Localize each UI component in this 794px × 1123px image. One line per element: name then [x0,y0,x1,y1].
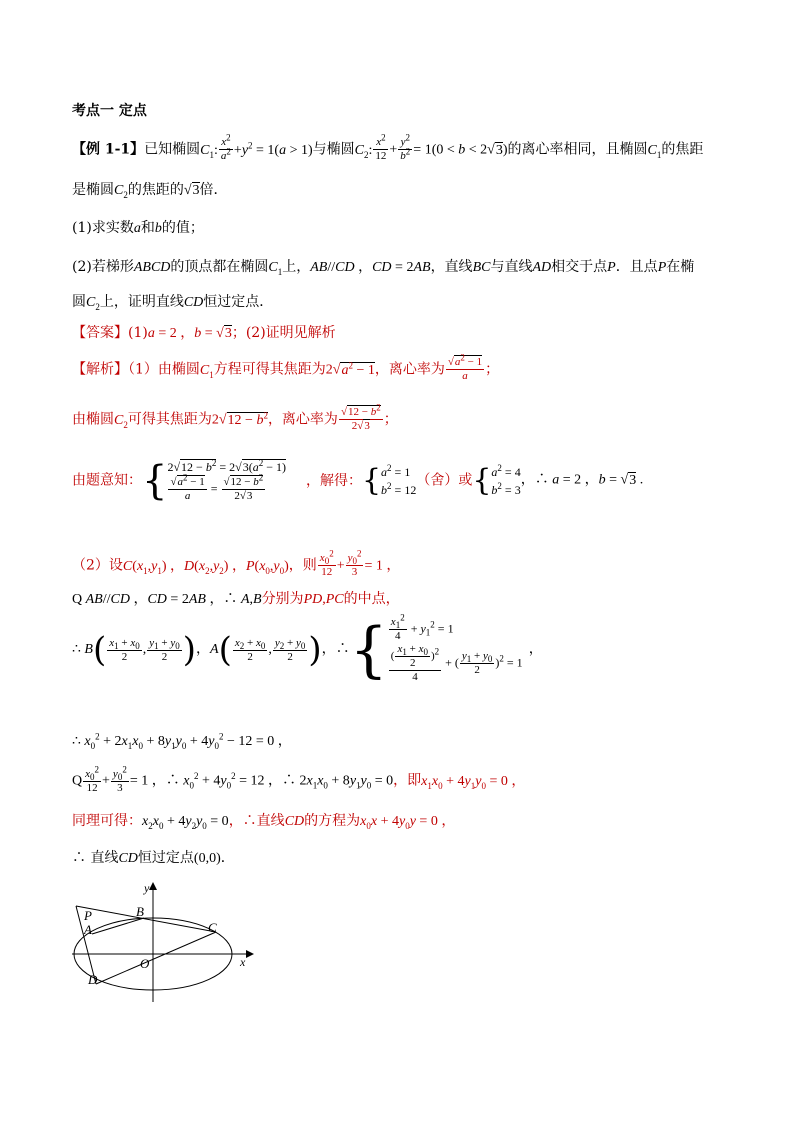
analysis-line-3: 由题意知：{ $2√12 - b^2 = 2√3(a^2 - 1)$ $\frac{√a^2 - 1}{a}$ = $\frac{√12 - b^2}{2√3}$ ，解得：{ $a^2 = 1$ $b^2 = 12$ （舍）或{ $a^2 = 4$ $b^2 = 3$ ，∴ a = 2 ，b = √3 . [72,457,644,504]
analysis-line-10: ∴ 直线CD恒过定点(0,0)． [72,850,235,866]
problem-part-1: (1)求实数a和b的值； [72,220,204,236]
example-label: 【例 1-1】 [72,141,145,158]
label-p: P [84,908,92,923]
label-b: B [136,904,144,919]
y-axis-arrow [149,882,157,890]
label-y: y [144,881,150,895]
problem-line-1: 【例 1-1】已知椭圆$C_1$: $\frac{x^2}{a^2}$ $+y^2 = 1(a > 1)$与椭圆$C_2$: $\frac{x^2}{12}$ + $\frac{y^2}{b^2}$ = 1(0 < b < 2√3)的离心率相同，且椭圆$C_1$的焦距 [72,132,704,162]
answer-line: 【答案】(1)a = 2 ，b = √3；(2)证明见解析 [72,325,336,341]
line-cd [96,932,216,984]
label-x: x [240,955,246,969]
problem-line-2: 是椭圆$C_2$的焦距的√3倍． [72,182,228,200]
section-title: 考点一 定点 [72,103,147,119]
label-d: D [88,972,98,987]
ellipse-diagram [66,876,256,1006]
answer-label: 【答案】 [72,325,128,341]
label-o: O [140,956,150,971]
analysis-label: 【解析】 [72,361,128,378]
label-a: A [84,922,92,937]
x-axis-arrow [246,950,254,958]
problem-part-2: (2)若梯形ABCD的顶点都在椭圆$C_1$上，AB//CD ，CD = 2AB，直线BC与直线AD相交于点P．且点P在椭 [72,259,695,277]
analysis-line-1: 【解析】（1）由椭圆$C_1$方程可得其焦距为$2√a^2 - 1$，离心率为 $\frac{√a^2 - 1}{a}$ ； [72,352,500,382]
line-ab [92,918,144,934]
analysis-line-4: （2）设$C(x_1,y_1)$ ，$D(x_2,y_2)$ ，$P(x_0,y_0)$，则 $\frac{x_0^2}{12}$ + $\frac{y_0^2}{3}$ = 1 ， [72,548,401,578]
label-c: C [208,920,217,935]
problem-part-2-line-2: 圆$C_2$上，证明直线CD恒过定点． [72,294,274,312]
analysis-line-2: 由椭圆$C_2$可得其焦距为$2√12 - b^2$，离心率为 $\frac{√12 - b^2}{2√3}$ ； [72,402,398,432]
analysis-line-5: Q AB//CD ，CD = 2AB ，∴ A,B分别为PD,PC的中点， [72,591,400,607]
analysis-line-6: ∴ B( $\frac{x_1 + x_0}{2}$ , $\frac{y_1 + y_0}{2}$ )，A( $\frac{x_2 + x_0}{2}$ , $\frac{y_2 + y_0}{2}$ )，∴{ $\frac{x_1^2}{4}$ + $y_1^2 = 1$ ( $\frac{x_1 + x_0}{2}$ )$^2$ 4 + ( $\frac{y_1 + y_0}{2}$ )$^2$ = 1 ， [72,612,543,685]
analysis-line-7: ∴ $x_0^2 + 2x_1x_0 + 8y_1y_0 + 4y_0^2 - 12 = 0$ ， [72,731,292,751]
analysis-line-9: 同理可得：$x_2x_0 + 4y_2y_0 = 0$，∴直线CD的方程为$x_0x + 4y_0y = 0$ ， [72,813,456,831]
analysis-line-8: Q $\frac{x_0^2}{12}$ + $\frac{y_0^2}{3}$ = 1 ，∴ $x_0^2 + 4y_0^2 = 12$ ，∴ $2x_1x_0 + 8y_1y_0 = 0$，即$x_1x_0 + 4y_1y_0 = 0$ ， [72,764,526,794]
